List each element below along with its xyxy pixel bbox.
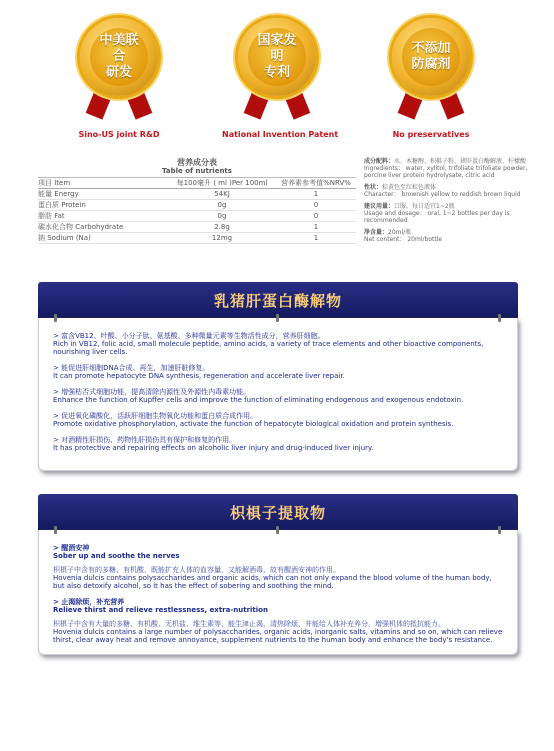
cell: 1 xyxy=(313,223,319,231)
pin-icon xyxy=(498,314,501,322)
badge-seal-text: 不添加 防腐剂 xyxy=(411,41,451,72)
item-cn: > 对酒精性肝损伤、药物性肝损伤具有保护和修复的作用。 xyxy=(53,436,237,444)
info-en-label: Usage and dosage： xyxy=(364,210,426,217)
panel-header xyxy=(38,494,518,530)
section-en: Hovenia dulcis contains a large number of polysaccharides, organic acids, inorganic salts, vitamins and so on, which can relieve thirst, clear away heat and remove annoyance, supplement nutrients to the human body and enhance the body's resistance. xyxy=(53,628,503,644)
info-cn: 棕黄色至红棕色液体 xyxy=(382,184,437,191)
section-title: > 止渴除烦，补充营养 xyxy=(53,598,125,606)
panel-hovenia-extract xyxy=(38,494,518,655)
item-cn: > 能促进肝细胞DNA合成、再生，加速肝脏修复。 xyxy=(53,364,210,372)
section-cn: 枳椇子中含有的多糖、有机酸，既能扩充人体的血容量，又能解酒毒，故有醒酒安神的作用。 xyxy=(53,566,340,574)
badge-caption: Sino-US joint R&D xyxy=(78,130,160,139)
pin-icon xyxy=(498,526,501,534)
header-cell: 项目 Item xyxy=(38,179,71,187)
cell: 1 xyxy=(313,190,319,198)
table-row xyxy=(38,211,356,222)
product-info xyxy=(364,158,534,248)
badge-no-preservatives xyxy=(376,18,486,139)
badges-row xyxy=(0,0,554,150)
cell: 0g xyxy=(217,201,227,209)
nutrition-table xyxy=(38,158,356,244)
badge-caption: No preservatives xyxy=(392,130,470,139)
panel-body xyxy=(38,530,518,655)
cell: 2.8g xyxy=(214,223,230,231)
panel-title: 枳椇子提取物 xyxy=(229,503,326,522)
cell: 蛋白质 Protein xyxy=(38,201,86,209)
header-cell: 营养素参考值%NRV% xyxy=(281,179,351,187)
cell: 钠 Sodium (Na) xyxy=(38,234,91,242)
cell: 0 xyxy=(313,201,319,209)
panel-liver-hydrolysate xyxy=(38,282,518,471)
info-label: 成分配料： xyxy=(364,158,395,165)
item-en: Rich in VB12, folic acid, small molecule peptide, amino acids, a variety of trace elements and other bioactive components, nourishing liver cells. xyxy=(53,340,484,356)
info-label: 建议用量： xyxy=(364,203,395,210)
nutrition-header-row xyxy=(38,178,356,189)
item-cn: > 富含VB12、叶酸、小分子肽、氨基酸、多种微量元素等生物活性成分，营养肝细胞。 xyxy=(53,332,325,340)
table-row xyxy=(38,233,356,244)
panel-title: 乳猪肝蛋白酶解物 xyxy=(213,291,342,310)
medal-icon xyxy=(238,18,316,96)
info-en-label: Ingredients： xyxy=(364,165,404,172)
badge-joint-rd xyxy=(64,18,174,139)
info-en-label: Net content： xyxy=(364,236,406,243)
section xyxy=(53,544,503,590)
item-en: Promote oxidative phosphorylation, activate the function of hepatocyte biological oxidation and protein synthesis. xyxy=(53,420,454,428)
info-cn: 20ml/瓶 xyxy=(388,229,412,236)
pin-icon xyxy=(276,526,279,534)
info-cn: 水、木糖醇、枳椇子粉、猪肝蛋白酶解液、柠檬酸 xyxy=(394,158,527,165)
panel-header xyxy=(38,282,518,318)
table-row xyxy=(38,189,356,200)
info-en: water, xylitol, trifoliate trifoliate powder, porcine liver protein hydrolysate, citric acid xyxy=(364,165,528,179)
cell: 0g xyxy=(217,212,227,220)
info-usage xyxy=(364,203,534,224)
list-item xyxy=(53,436,503,452)
info-en-label: Character： xyxy=(364,191,400,198)
table-row xyxy=(38,200,356,211)
cell: 12mg xyxy=(211,234,233,242)
item-en: It has protective and repairing effects on alcoholic liver injury and drug-induced liver injury. xyxy=(53,444,374,452)
pin-icon xyxy=(54,314,57,322)
item-en: It can promote hepatocyte DNA synthesis, regeneration and accelerate liver repair. xyxy=(53,372,345,380)
list-item xyxy=(53,332,503,356)
badge-seal-text: 国家发明 专利 xyxy=(257,33,297,80)
info-en: 20ml/bottle xyxy=(407,236,443,243)
cell: 1 xyxy=(313,234,319,242)
medal-icon xyxy=(80,18,158,96)
cell: 能量 Energy xyxy=(38,190,79,198)
item-en: Enhance the function of Kupffer cells and improve the function of eliminating endogenous and exogenous endotoxin. xyxy=(53,396,464,404)
info-en: oral, 1~2 bottles per day is recommended xyxy=(364,210,510,224)
badge-patent xyxy=(222,18,339,139)
section-title: > 醒酒安神 xyxy=(53,544,90,552)
pin-icon xyxy=(276,314,279,322)
section-en-title: Sober up and soothe the nerves xyxy=(53,552,180,560)
section-cn: 枳椇子中含有大量的多糖、有机酸、无机盐、维生素等，能生津止渴，清热除烦，并能给人体补充养分，增强机体的抵抗能力。 xyxy=(53,620,445,628)
item-cn: > 促进氧化磷酸化，活跃肝细胞生物氧化功能和蛋白质合成作用。 xyxy=(53,412,258,420)
section-en: Hovenia dulcis contains polysaccharides and organic acids, which can not only expand the blood volume of the human body, but also detoxify alcohol, so it has the effect of sobering and soothing the mind. xyxy=(53,574,492,590)
badge-caption: National Invention Patent xyxy=(222,130,339,139)
cell: 碳水化合物 Carbohydrate xyxy=(38,223,124,231)
panel-body xyxy=(38,318,518,471)
list-item xyxy=(53,412,503,428)
badge-seal-text: 中美联合 研发 xyxy=(99,33,139,80)
list-item xyxy=(53,364,503,380)
cell: 0 xyxy=(313,212,319,220)
info-ingredients xyxy=(364,158,534,179)
cell: 脂肪 Fat xyxy=(38,212,65,220)
info-en: brownish yellow to reddish brown liquid xyxy=(401,191,521,198)
info-label: 性状： xyxy=(364,184,383,191)
cell: 54KJ xyxy=(214,190,230,198)
list-item xyxy=(53,388,503,404)
section-en-title: Relieve thirst and relieve restlessness, extra-nutrition xyxy=(53,606,268,614)
table-row xyxy=(38,222,356,233)
info-character xyxy=(364,184,534,198)
info-cn: 口服，每日适宜1~2瓶 xyxy=(394,203,455,210)
info-label: 净含量： xyxy=(364,229,389,236)
info-net-content xyxy=(364,229,534,243)
header-cell: 每100毫升 ( ml )Per 100ml xyxy=(176,179,268,187)
medal-icon xyxy=(392,18,470,96)
item-cn: > 增强枯否式细胞功能，提高清除内源性及外源性内毒素功能。 xyxy=(53,388,251,396)
nutrition-title: 营养成分表 xyxy=(177,158,217,167)
pin-icon xyxy=(54,526,57,534)
section xyxy=(53,598,503,644)
nutrition-subtitle: Table of nutrients xyxy=(38,167,356,178)
